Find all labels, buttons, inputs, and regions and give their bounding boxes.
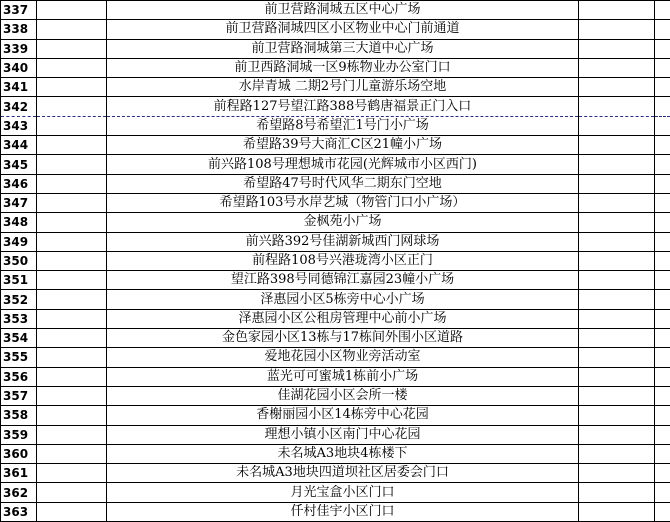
address-cell: 前兴路108号理想城市花园(光辉城市小区西门): [107, 155, 579, 174]
empty-cell: [579, 425, 655, 444]
table-row: [1, 232, 670, 251]
empty-cell: [579, 271, 655, 290]
row-number: 344: [1, 136, 37, 155]
address-cell: 理想小镇小区南门中心花园: [107, 425, 579, 444]
row-number: 341: [1, 78, 37, 97]
address-cell: 希望路39号大商汇C区21幢小广场: [107, 136, 579, 155]
address-cell: 前程路127号望江路388号鹤唐福景正门入口: [107, 97, 579, 116]
empty-cell: [655, 251, 670, 270]
empty-cell: [37, 78, 107, 97]
empty-cell: [579, 367, 655, 386]
empty-cell: [655, 367, 670, 386]
empty-cell: [655, 290, 670, 309]
table-row: [1, 406, 670, 425]
table-row: [1, 193, 670, 212]
row-number: 349: [1, 232, 37, 251]
table-row: [1, 309, 670, 328]
row-number: 348: [1, 213, 37, 232]
empty-cell: [37, 20, 107, 39]
table-row: [1, 97, 670, 116]
empty-cell: [37, 213, 107, 232]
address-cell: 希望路103号水岸艺城（物管门口小广场）: [107, 193, 579, 212]
address-cell: 前程路108号兴港珑湾小区正门: [107, 251, 579, 270]
row-number: 340: [1, 58, 37, 77]
table-row: [1, 483, 670, 502]
empty-cell: [37, 271, 107, 290]
row-number: 357: [1, 386, 37, 405]
empty-cell: [37, 1, 107, 20]
empty-cell: [579, 232, 655, 251]
empty-cell: [37, 136, 107, 155]
empty-cell: [579, 444, 655, 463]
empty-cell: [655, 271, 670, 290]
row-number: 342: [1, 97, 37, 116]
empty-cell: [579, 1, 655, 20]
table-row: [1, 367, 670, 386]
row-number: 338: [1, 20, 37, 39]
empty-cell: [655, 1, 670, 20]
table-row: [1, 444, 670, 463]
empty-cell: [579, 329, 655, 348]
table-row: [1, 425, 670, 444]
empty-cell: [579, 309, 655, 328]
table-row: [1, 271, 670, 290]
empty-cell: [37, 97, 107, 116]
empty-cell: [37, 406, 107, 425]
empty-cell: [655, 58, 670, 77]
table-row: [1, 502, 670, 521]
address-cell: 前兴路392号佳湖新城西门网球场: [107, 232, 579, 251]
empty-cell: [37, 232, 107, 251]
address-cell: 香榭丽园小区14栋旁中心花园: [107, 406, 579, 425]
table-row: [1, 136, 670, 155]
empty-cell: [655, 20, 670, 39]
empty-cell: [655, 155, 670, 174]
address-cell: 蓝光可可蜜城1栋前小广场: [107, 367, 579, 386]
row-number: 355: [1, 348, 37, 367]
address-cell: 未名城A3地块4栋楼下: [107, 444, 579, 463]
address-cell: 佳湖花园小区会所一楼: [107, 386, 579, 405]
empty-cell: [37, 155, 107, 174]
empty-cell: [655, 502, 670, 521]
row-number: 360: [1, 444, 37, 463]
empty-cell: [579, 348, 655, 367]
table-row: [1, 78, 670, 97]
address-cell: 金色家园小区13栋与17栋间外围小区道路: [107, 329, 579, 348]
address-cell: 未名城A3地块四道坝社区居委会门口: [107, 464, 579, 483]
empty-cell: [37, 464, 107, 483]
table-row: [1, 174, 670, 193]
empty-cell: [37, 193, 107, 212]
row-number: 359: [1, 425, 37, 444]
empty-cell: [579, 464, 655, 483]
empty-cell: [655, 232, 670, 251]
empty-cell: [579, 502, 655, 521]
address-cell: 爱地花园小区物业旁活动室: [107, 348, 579, 367]
empty-cell: [655, 464, 670, 483]
empty-cell: [579, 116, 655, 135]
empty-cell: [37, 58, 107, 77]
table-row: [1, 213, 670, 232]
table-row: [1, 58, 670, 77]
address-cell: 前卫营路洞城五区中心广场: [107, 1, 579, 20]
row-number: 358: [1, 406, 37, 425]
empty-cell: [655, 78, 670, 97]
row-number: 350: [1, 251, 37, 270]
empty-cell: [579, 213, 655, 232]
empty-cell: [37, 444, 107, 463]
row-number: 346: [1, 174, 37, 193]
table-body: [1, 1, 670, 522]
empty-cell: [37, 174, 107, 193]
table-row: [1, 1, 670, 20]
row-number: 353: [1, 309, 37, 328]
row-number: 347: [1, 193, 37, 212]
address-cell: 月光宝盒小区门口: [107, 483, 579, 502]
row-number: 339: [1, 39, 37, 58]
empty-cell: [579, 386, 655, 405]
empty-cell: [579, 174, 655, 193]
empty-cell: [655, 386, 670, 405]
table-row: [1, 20, 670, 39]
empty-cell: [579, 251, 655, 270]
empty-cell: [655, 193, 670, 212]
empty-cell: [37, 309, 107, 328]
empty-cell: [655, 39, 670, 58]
address-cell: 金枫苑小广场: [107, 213, 579, 232]
table-row: [1, 386, 670, 405]
address-cell: 前卫西路洞城一区9栋物业办公室门口: [107, 58, 579, 77]
empty-cell: [37, 483, 107, 502]
empty-cell: [655, 444, 670, 463]
empty-cell: [655, 136, 670, 155]
empty-cell: [37, 290, 107, 309]
address-cell: 望江路398号同德锦江嘉园23幢小广场: [107, 271, 579, 290]
empty-cell: [655, 174, 670, 193]
empty-cell: [655, 97, 670, 116]
row-number: 361: [1, 464, 37, 483]
empty-cell: [579, 155, 655, 174]
empty-cell: [37, 329, 107, 348]
table-row: [1, 329, 670, 348]
empty-cell: [655, 483, 670, 502]
address-cell: 仟村佳宇小区门口: [107, 502, 579, 521]
empty-cell: [579, 58, 655, 77]
table-row: [1, 39, 670, 58]
empty-cell: [579, 290, 655, 309]
empty-cell: [37, 39, 107, 58]
empty-cell: [579, 20, 655, 39]
table-row: [1, 116, 670, 135]
empty-cell: [37, 116, 107, 135]
row-number: 351: [1, 271, 37, 290]
empty-cell: [579, 483, 655, 502]
address-cell: 希望路47号时代风华二期东门空地: [107, 174, 579, 193]
empty-cell: [579, 78, 655, 97]
empty-cell: [655, 406, 670, 425]
empty-cell: [655, 116, 670, 135]
address-cell: 水岸青城 二期2号门儿童游乐场空地: [107, 78, 579, 97]
table-row: [1, 155, 670, 174]
empty-cell: [37, 502, 107, 521]
row-number: 337: [1, 1, 37, 20]
table-row: [1, 251, 670, 270]
address-cell: 希望路8号希望汇1号门小广场: [107, 116, 579, 135]
row-number: 356: [1, 367, 37, 386]
empty-cell: [655, 309, 670, 328]
empty-cell: [655, 425, 670, 444]
table-row: [1, 464, 670, 483]
table-row: [1, 348, 670, 367]
table-row: [1, 290, 670, 309]
empty-cell: [37, 386, 107, 405]
empty-cell: [579, 136, 655, 155]
empty-cell: [579, 97, 655, 116]
empty-cell: [579, 193, 655, 212]
empty-cell: [579, 406, 655, 425]
row-number: 352: [1, 290, 37, 309]
row-number: 362: [1, 483, 37, 502]
empty-cell: [37, 251, 107, 270]
empty-cell: [655, 213, 670, 232]
empty-cell: [37, 348, 107, 367]
row-number: 363: [1, 502, 37, 521]
address-cell: 泽惠园小区5栋旁中心小广场: [107, 290, 579, 309]
empty-cell: [655, 348, 670, 367]
empty-cell: [655, 329, 670, 348]
empty-cell: [37, 425, 107, 444]
address-cell: 前卫营路洞城四区小区物业中心门前通道: [107, 20, 579, 39]
row-number: 345: [1, 155, 37, 174]
row-number: 343: [1, 116, 37, 135]
empty-cell: [579, 39, 655, 58]
address-cell: 泽惠园小区公租房管理中心前小广场: [107, 309, 579, 328]
empty-cell: [37, 367, 107, 386]
row-number: 354: [1, 329, 37, 348]
address-cell: 前卫营路洞城第三大道中心广场: [107, 39, 579, 58]
